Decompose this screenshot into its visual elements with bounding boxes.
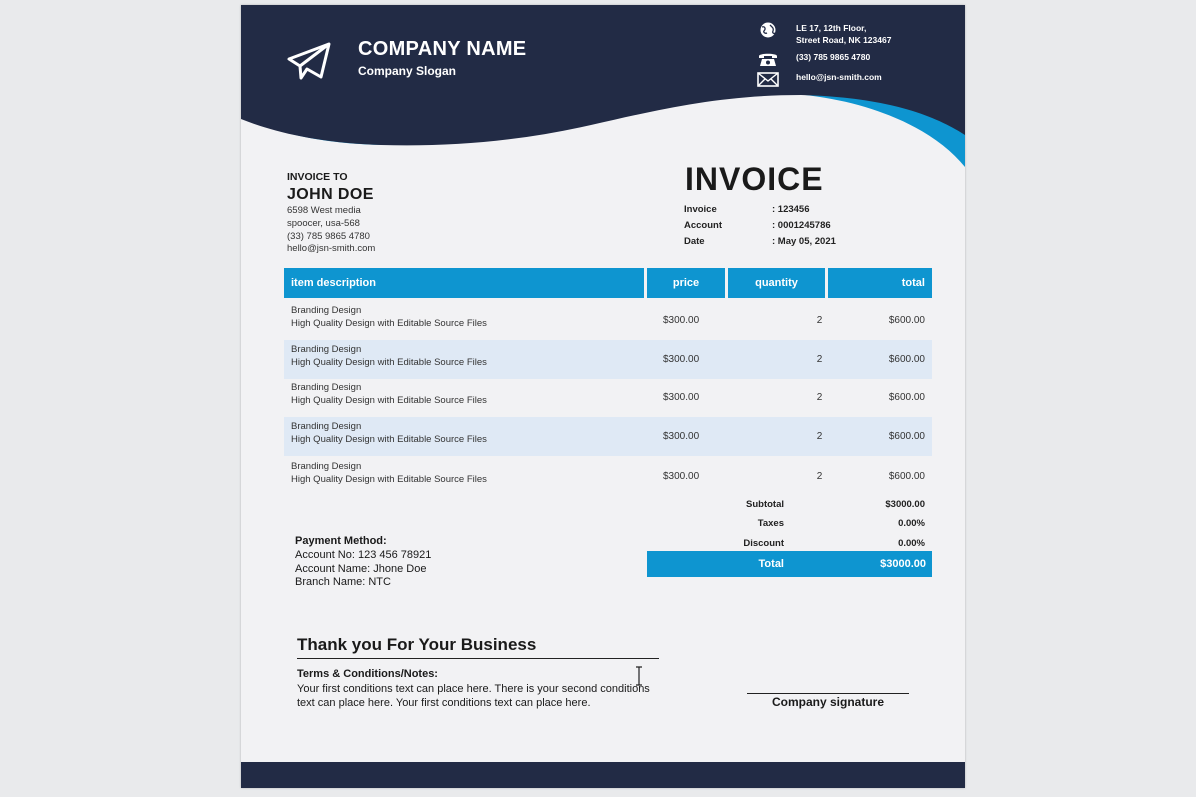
discount-value: 0.00% (898, 538, 925, 549)
payment-branch: Branch Name: NTC (295, 576, 391, 588)
payment-account-name: Account Name: Jhone Doe (295, 563, 427, 575)
date-value: : May 05, 2021 (772, 236, 836, 247)
client-phone: (33) 785 9865 4780 (287, 231, 370, 242)
contact-address (757, 22, 891, 46)
item-title: Branding Design (291, 305, 362, 316)
item-subtitle: High Quality Design with Editable Source Files (291, 318, 487, 329)
item-price: $300.00 (663, 392, 700, 403)
item-quantity: 2 (816, 392, 823, 403)
item-title: Branding Design (291, 344, 362, 355)
contact-email (757, 71, 882, 87)
payment-method-title: Payment Method: (295, 535, 387, 547)
subtotal-label: Subtotal (746, 499, 784, 510)
invoice-number-label: Invoice (684, 204, 717, 215)
header-price: price (647, 268, 725, 298)
signature-line (747, 693, 909, 694)
item-price: $300.00 (663, 471, 700, 482)
account-label: Account (684, 220, 722, 231)
invoice-to-label: INVOICE TO (287, 171, 348, 183)
thanks-heading: Thank you For Your Business (297, 635, 537, 654)
item-subtitle: High Quality Design with Editable Source Files (291, 434, 487, 445)
address-line-2: Street Road, NK 123467 (796, 35, 892, 45)
mail-icon (757, 71, 779, 87)
subtotal-value: $3000.00 (885, 499, 925, 510)
table-row (284, 340, 932, 379)
item-subtitle: High Quality Design with Editable Source Files (291, 474, 487, 485)
taxes-label: Taxes (757, 518, 784, 529)
invoice-number-value: : 123456 (772, 204, 810, 215)
terms-title: Terms & Conditions/Notes: (297, 668, 438, 680)
company-slogan: Company Slogan (358, 64, 457, 78)
company-signature-label: Company signature (771, 695, 885, 709)
table-row (284, 301, 932, 340)
text-cursor-icon (634, 666, 644, 686)
item-price: $300.00 (663, 315, 700, 326)
item-quantity: 2 (816, 471, 823, 482)
client-address-1: 6598 West media (287, 205, 361, 216)
total-value: $3000.00 (880, 558, 926, 570)
table-row (284, 417, 932, 456)
payment-account-no: Account No: 123 456 78921 (295, 549, 432, 561)
contact-phone (757, 51, 870, 67)
table-row (284, 378, 932, 417)
client-email: hello@jsn-smith.com (287, 243, 376, 254)
paper-plane-icon (285, 41, 333, 81)
globe-icon (757, 22, 779, 38)
terms-body: Your first conditions text can place here. There is your second conditions text can place here. Your first conditions text can place here. (297, 683, 650, 709)
header-item-description: item description (284, 268, 644, 298)
item-total: $600.00 (888, 392, 925, 403)
invoice-title: INVOICE (685, 161, 824, 197)
invoice-page (241, 5, 965, 788)
company-name: COMPANY NAME (358, 38, 527, 60)
client-address-2: spoocer, usa-568 (287, 218, 360, 229)
thanks-divider (297, 658, 659, 659)
discount-label: Discount (743, 538, 784, 549)
item-subtitle: High Quality Design with Editable Source Files (291, 395, 487, 406)
company-email: hello@jsn-smith.com (796, 72, 882, 82)
header-quantity: quantity (728, 268, 825, 298)
item-quantity: 2 (816, 354, 823, 365)
header-total: total (828, 268, 932, 298)
item-price: $300.00 (663, 431, 700, 442)
item-quantity: 2 (816, 431, 823, 442)
client-name: JOHN DOE (287, 186, 374, 203)
item-title: Branding Design (291, 421, 362, 432)
item-quantity: 2 (816, 315, 823, 326)
table-row (284, 457, 932, 496)
item-subtitle: High Quality Design with Editable Source Files (291, 357, 487, 368)
total-bar (647, 551, 932, 577)
address-line-1: LE 17, 12th Floor, (796, 23, 867, 33)
item-total: $600.00 (888, 471, 925, 482)
item-total: $600.00 (888, 354, 925, 365)
footer-bar (241, 762, 965, 788)
item-title: Branding Design (291, 461, 362, 472)
total-label: Total (758, 558, 784, 570)
item-title: Branding Design (291, 382, 362, 393)
item-total: $600.00 (888, 315, 925, 326)
account-value: : 0001245786 (772, 220, 831, 231)
item-total: $600.00 (888, 431, 925, 442)
taxes-value: 0.00% (898, 518, 925, 529)
item-price: $300.00 (663, 354, 700, 365)
date-label: Date (684, 236, 705, 247)
phone-icon (757, 51, 779, 67)
company-phone: (33) 785 9865 4780 (796, 52, 871, 62)
